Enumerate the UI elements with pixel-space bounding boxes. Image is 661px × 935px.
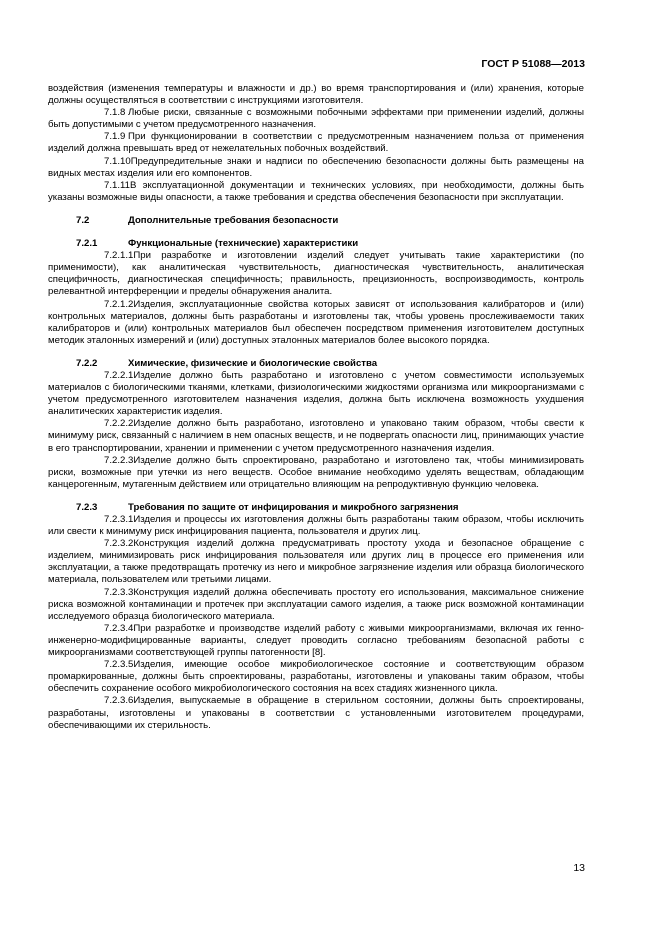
section-heading-7-2-3: 7.2.3 Требования по защите от инфицирования и микробного загрязнения: [76, 501, 459, 513]
paragraph-7-2-2-2: 7.2.2.2Изделие должно быть разработано, изготовлено и упаковано таким образом, чтобы свести к минимуму риск, связанный с наличием в нем опасных веществ, и не подвергать опасности лиц, принимающих участие в его транспортировании, хранении и применении с учетом предусмотренного назначения изделия.: [48, 418, 584, 454]
paragraph-7-2-1-2: 7.2.1.2Изделия, эксплуатационные свойства которых зависят от использования калибраторов и (или) контрольных материалов, должны быть разработаны и изготовлены так, чтобы уровень прослеживаемости таких калибраторов и (или) контрольных материалов был обеспечен посредством применения изготовителем доступных методик эталонных измерений и (или) доступных эталонных материалов более высокого порядка.: [48, 298, 584, 346]
paragraph-7-2-3-6: 7.2.3.6Изделия, выпускаемые в обращение в стерильном состоянии, должны быть спроектированы, разработаны, изготовлены и упакованы в соответствии с установленными изготовителем процедурами, обеспечивающими их стерильность.: [48, 695, 584, 731]
paragraph-7-1-8: 7.1.8 Любые риски, связанные с возможными побочными эффектами при применении изделий, должны быть допустимыми с учетом предусмотренного назначения.: [48, 107, 584, 131]
section-heading-7-2: 7.2 Дополнительные требования безопасности: [76, 214, 339, 226]
document-header: ГОСТ Р 51088—2013: [481, 58, 585, 70]
paragraph-7-2-3-1: 7.2.3.1Изделия и процессы их изготовления должны быть разработаны таким образом, чтобы исключить или свести к минимуму риск инфицирования пациента, пользователя и других лиц.: [48, 514, 584, 538]
document-body: [48, 83, 584, 732]
paragraph-7-2-3-3: 7.2.3.3Конструкция изделий должна обеспечивать простоту его использования, максимальное снижение риска возможной контаминации и протечек при эксплуатации самого изделия, а также риск возможной контаминации исследуемого образца биологического материала.: [48, 586, 584, 622]
paragraph-7-2-3-4: 7.2.3.4При разработке и производстве изделий работу с живыми микроорганизмами, включая их генно-инженерно-модифицированные варианты, следует проводить согласно требованиям безопасной работы с микроорганизмами соответствующей группы патогенности [8].: [48, 622, 584, 659]
paragraph-7-2-1-1: 7.2.1.1При разработке и изготовлении изделий следует учитывать такие характеристики (по применимости), как аналитическая чувствительность, диагностическая чувствительность, аналитическая специфичность, диагностическая специфичность; правильность, прецизионность, воспроизводимость, контроль релевантной интерференции и пределы обнаружения аналита.: [48, 250, 584, 298]
paragraph-continuation: воздействия (изменения температуры и влажности и др.) во время транспортирования и (или) хранения, которые должны осуществляться в соответствии с инструкциями изготовителя.: [48, 83, 584, 107]
section-heading-7-2-2: 7.2.2 Химические, физические и биологические свойства: [76, 357, 378, 369]
paragraph-7-2-3-5: 7.2.3.5Изделия, имеющие особое микробиологическое состояние и соответствующим образом промаркированные, должны быть спроектированы, разработаны, изготовлены и упакованы таким образом, чтобы обеспечить сохранение особого микробиологического состояния на всех стадиях жизненного цикла.: [48, 659, 584, 695]
paragraph-7-1-11: 7.1.11В эксплуатационной документации и технических условиях, при необходимости, должны быть указаны возможные виды опасности, а также требования и средства обеспечения безопасности при эксплуатации.: [48, 179, 584, 203]
paragraph-7-1-9: 7.1.9 При функционировании в соответствии с предусмотренным назначением польза от применения изделий должна превышать вред от нежелательных побочных воздействий.: [48, 131, 584, 155]
section-heading-7-2-1: 7.2.1 Функциональные (технические) характеристики: [76, 238, 359, 250]
page-number: 13: [573, 862, 585, 874]
paragraph-7-2-2-1: 7.2.2.1Изделие должно быть разработано и изготовлено с учетом совместимости используемых материалов с биологическими тканями, клетками, физиологическими жидкостями организма или микроорганизмами с учетом предусмотренного изготовителем назначения изделия, должна быть исключена возможность ухудшения аналитических характеристик изделия.: [48, 369, 584, 418]
paragraph-7-2-2-3: 7.2.2.3Изделие должно быть спроектировано, разработано и изготовлено так, чтобы минимизировать риски, возможные при утечки из него веществ. Особое внимание необходимо уделять веществам, обладающим канцерогенным, мутагенным действием или отрицательно влияющим на репродуктивную функцию человека.: [48, 454, 584, 490]
paragraph-7-2-3-2: 7.2.3.2Конструкция изделий должна предусматривать простоту ухода и безопасное обращение с изделием, минимизировать риск инфицирования пользователя или других лиц в процессе его применения или эксплуатации, а также предотвращать протечку из него и микробное загрязнение изделия или образца биологического материала, пользователем или третьими лицами.: [48, 538, 584, 586]
paragraph-7-1-10: 7.1.10Предупредительные знаки и надписи по обеспечению безопасности должны быть размещены на видных местах изделия или его компонентов.: [48, 155, 584, 179]
